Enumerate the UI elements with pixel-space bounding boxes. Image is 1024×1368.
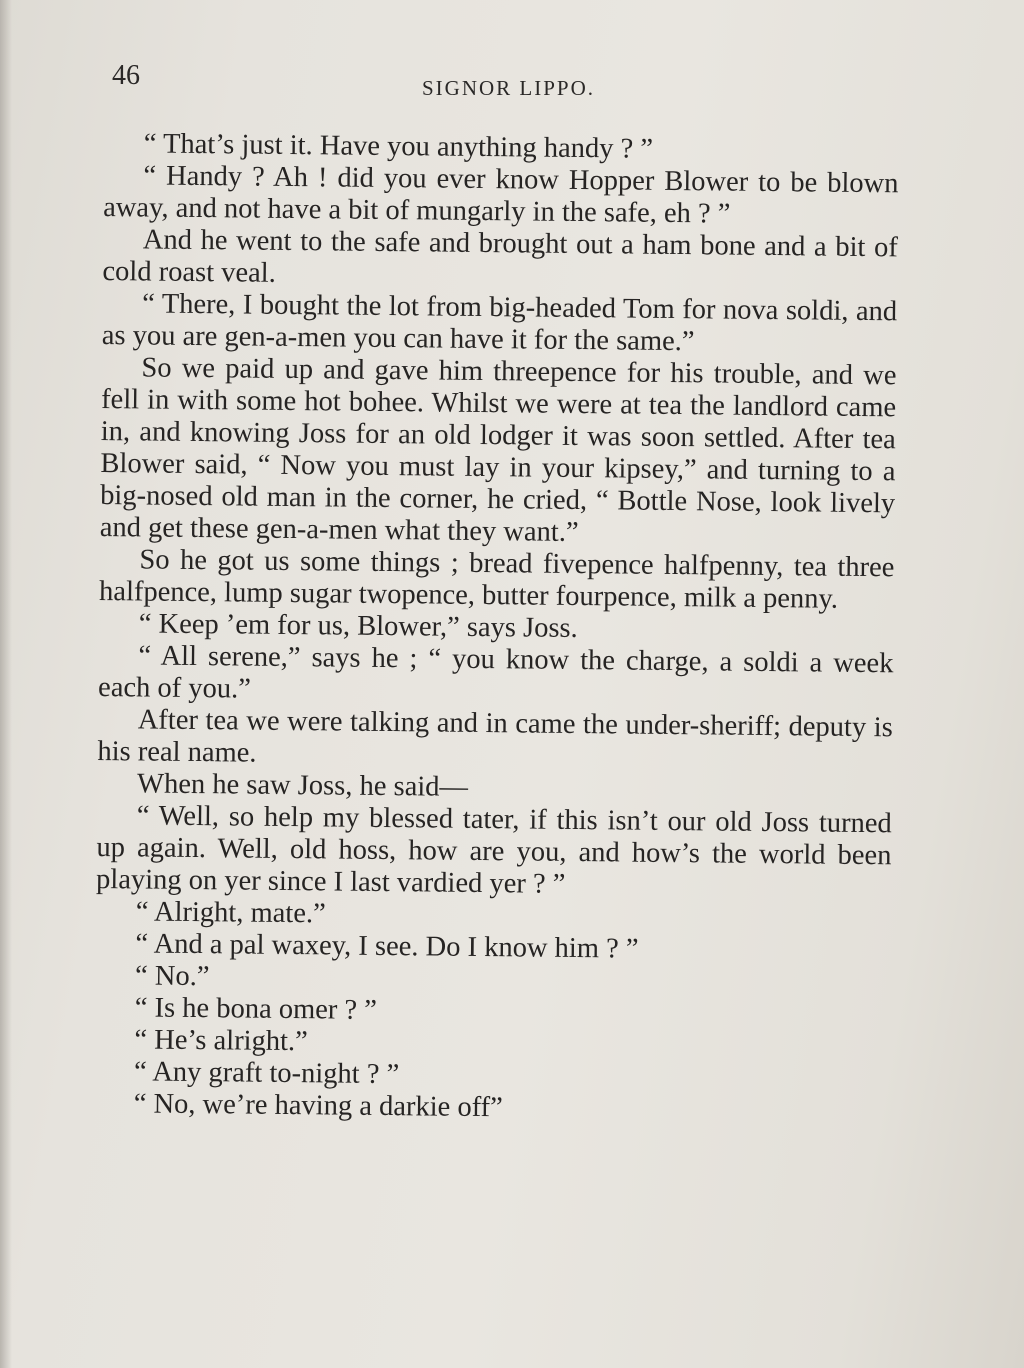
- page-header: [112, 60, 902, 110]
- paragraph: “ He’s alright.”: [134, 1024, 308, 1058]
- paragraph: “ Handy ? Ah ! did you ever know Hopper Blower to be blown away, and not have a bit of mungarly in the safe, eh ? ”: [103, 160, 899, 230]
- body-text: [94, 128, 899, 1128]
- paragraph: “ No, we’re having a darkie off”: [133, 1088, 503, 1124]
- paragraph: And he went to the safe and brought out a ham bone and a bit of cold roast veal.: [102, 224, 898, 289]
- paragraph: So he got us some things ; bread fivepence halfpenny, tea three halfpence, lump sugar twopence, butter fourpence, milk a penny.: [98, 544, 895, 615]
- paragraph: “ Any graft to-night ? ”: [133, 1056, 400, 1091]
- paragraph: “ There, I bought the lot from big-headed Tom for nova soldi, and as you are gen-a-men you can have it for the same.”: [101, 288, 898, 358]
- paragraph: “ Keep ’em for us, Blower,” says Joss.: [138, 608, 578, 644]
- page-number: 46: [112, 60, 140, 91]
- paragraph: So we paid up and gave him threepence for his trouble, and we fell in with some hot bohee. Whilst we were at tea the landlord came in, and knowing Joss for an old lodger it was soon settled. After tea Blower said, “ Now you must lay in your kipsey,” and turning to a big-nosed old man in the corner, he cried, “ Bottle Nose, look lively and get these gen-a-men what they want.”: [99, 352, 897, 548]
- binding-shadow: [0, 0, 12, 1368]
- paragraph: “ Well, so help my blessed tater, if this isn’t our old Joss turned up again. Well, old hoss, how are you, and how’s the world been playing on yer since I last vardied yer ? ”: [95, 800, 892, 900]
- paragraph: “ No.”: [134, 960, 210, 993]
- running-head: SIGNOR LIPPO.: [422, 76, 596, 100]
- paragraph: After tea we were talking and in came the under-sheriff; deputy is his real name.: [97, 704, 893, 769]
- paragraph: “ And a pal waxey, I see. Do I know him ? ”: [135, 928, 639, 965]
- paragraph: When he saw Joss, he said—: [136, 768, 469, 803]
- paragraph: “ That’s just it. Have you anything handy ? ”: [143, 128, 654, 165]
- paragraph: “ All serene,” says he ; “ you know the charge, a soldi a week each of you.”: [97, 640, 894, 705]
- paragraph: “ Alright, mate.”: [135, 896, 326, 930]
- paragraph: “ Is he bona omer ? ”: [134, 992, 378, 1026]
